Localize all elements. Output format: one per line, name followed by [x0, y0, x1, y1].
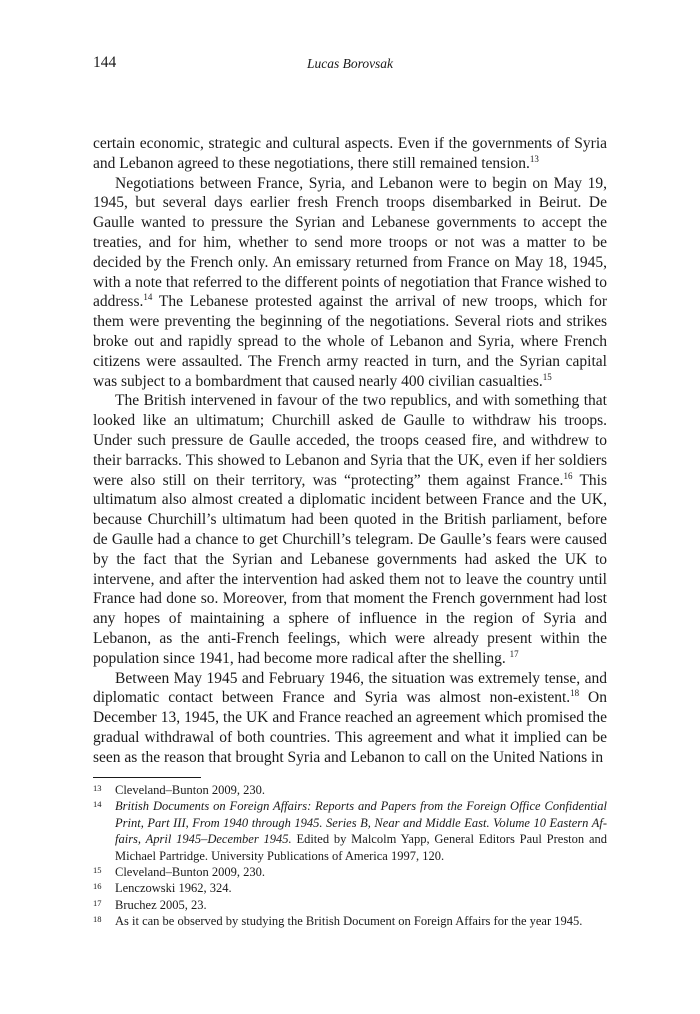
text-run: Between May 1945 and February 1946, the situation was extremely tense, and diplomatic contact between France and Syria was almost non-existent. [93, 669, 607, 707]
footnotes [93, 782, 607, 930]
italic-title: British Documents on Foreign Affairs: Reports and Papers from the Foreign Office Confidential Print, Part III, From 1940 through 1945. Series B, Near and Middle East. Volume 10 Eastern Affairs, April 1945–December 1945. [115, 799, 607, 847]
footnote-number: 18 [93, 914, 102, 925]
footnote-number: 17 [93, 897, 102, 908]
footnote-number: 16 [93, 881, 102, 892]
footnote-ref[interactable]: 16 [563, 470, 573, 481]
body-text [93, 134, 607, 768]
footnote-ref[interactable]: 15 [542, 371, 552, 382]
footnote-text [115, 864, 607, 880]
footnote-number: 15 [93, 865, 102, 876]
footnote-ref[interactable]: 14 [143, 292, 153, 303]
paragraph [93, 174, 607, 392]
text-run: Edited by Malcolm Yapp, General Editors Paul Preston and Michael Partridge. University Publications of America 1997, 120. [115, 832, 607, 863]
footnote-ref[interactable]: 13 [529, 153, 539, 164]
text-run: This ultimatum also almost created a diplomatic incident between France and the UK, because Churchill’s ultimatum had been quoted in the British parliament, before de Gaulle had a chance to get Churchill’s telegram. De Gaulle’s fears were caused by the fact that the Syrian and Lebanese governments had asked the UK to intervene, and after the intervention had asked them not to leave the country until France had done so. Moreover, from that moment the French government had lost any hopes of maintaining a sphere of influence in the region of Syria and Lebanon, as the anti-French feelings, which were already present within the population since 1941, had become more radical after the shelling. [93, 471, 608, 667]
footnote-number: 14 [93, 799, 102, 810]
footnote [93, 880, 607, 896]
footnote-text [115, 897, 607, 913]
footnote [93, 897, 607, 913]
footnote [93, 798, 607, 864]
paragraph [93, 134, 607, 174]
paragraph [93, 391, 607, 668]
text-run: As it can be observed by studying the British Document on Foreign Affairs for the year 1945. [115, 914, 583, 929]
footnote-number: 13 [93, 783, 102, 793]
page-number: 144 [93, 54, 117, 71]
footnote-separator [93, 777, 201, 778]
footnote [93, 913, 607, 929]
footnote [93, 782, 607, 798]
text-run: The Lebanese protested against the arrival of new troops, which for them were preventing the beginning of the negotiations. Several riots and strikes broke out and rapidly spread to the whole of Lebanon and Syria, where French citizens were assaulted. The French army reacted in turn, and the Syrian capital was subject to a bombardment that caused nearly 400 civilian casualties. [93, 293, 607, 390]
text-run: Cleveland–Bunton 2009, 230. [115, 865, 265, 880]
footnote [93, 864, 607, 880]
footnote-text [115, 782, 607, 798]
running-head: Lucas Borovsak [306, 56, 394, 71]
text-run: Negotiations between France, Syria, and Lebanon were to begin on May 19, 1945, but several days earlier fresh French troops disembarked in Beirut. De Gaulle wanted to pressure the Syrian and Lebanese governments to accept the treaties, and for him, whether to send more troops or not was a matter to be decided by the French only. An emissary returned from France on May 18, 1945, with a note that referred to the different points of negotiation that France wished to address. [93, 174, 607, 311]
paragraph [93, 669, 607, 768]
footnote-ref[interactable]: 18 [570, 688, 580, 699]
text-run: Bruchez 2005, 23. [115, 897, 207, 912]
footnote-text [115, 798, 607, 864]
text-run: On December 13, 1945, the UK and France reached an agreement which promised the gradual withdrawal of both countries. This agreement and what it implied can be seen as the reason that brought Syria and Lebanon to call on the United Nations in [93, 689, 607, 766]
text-run: certain economic, strategic and cultural aspects. Even if the governments of Syria and Lebanon agreed to these negotiations, there still remained tension. [93, 135, 607, 172]
footnote-text [115, 880, 607, 896]
text-run: Cleveland–Bunton 2009, 230. [115, 783, 265, 797]
footnote-text [115, 913, 607, 929]
text-run: Lenczowski 1962, 324. [115, 881, 232, 896]
footnote-ref[interactable]: 17 [509, 648, 519, 659]
text-run: The British intervened in favour of the two republics, and with something that looked like an ultimatum; Churchill asked de Gaulle to withdraw his troops. Under such pressure de Gaulle acceded, the troops ceased fire, and withdrew to their barracks. This showed to Lebanon and Syria that the UK, even if her soldiers were also still on their territory, was “protecting” them against France. [93, 392, 607, 489]
